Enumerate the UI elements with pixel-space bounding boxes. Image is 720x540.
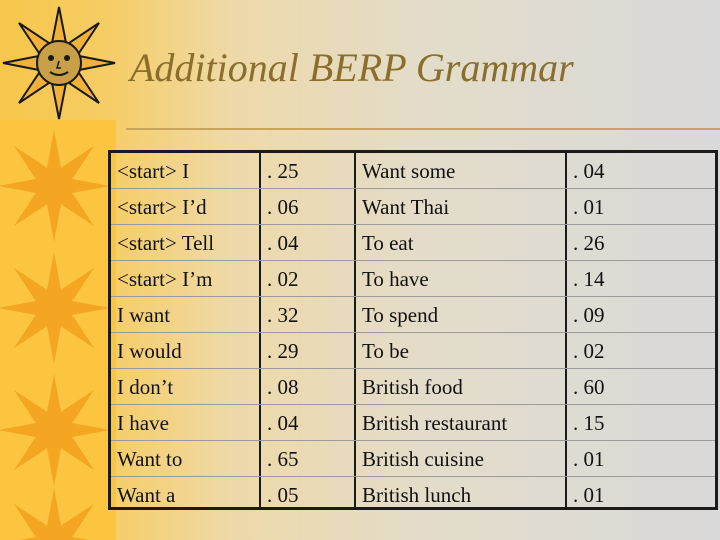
phrase-cell: British restaurant xyxy=(362,411,508,435)
probability-cell: . 25 xyxy=(267,159,299,183)
phrase-cell: To have xyxy=(362,267,429,291)
bigram-table xyxy=(108,150,718,510)
probability-cell: . 01 xyxy=(573,483,605,507)
probability-cell: . 15 xyxy=(573,411,605,435)
slide-title: Additional BERP Grammar xyxy=(130,45,574,90)
probability-cell: . 04 xyxy=(573,159,605,183)
phrase-cell: To be xyxy=(362,339,409,363)
phrase-cell: British lunch xyxy=(362,483,472,507)
probability-cell: . 04 xyxy=(267,411,299,435)
probability-cell: . 01 xyxy=(573,447,605,471)
phrase-cell: I want xyxy=(117,303,171,327)
phrase-cell: Want to xyxy=(117,447,183,471)
title-divider xyxy=(126,128,720,130)
probability-cell: . 26 xyxy=(573,231,605,255)
probability-cell: . 05 xyxy=(267,483,299,507)
phrase-cell: To eat xyxy=(362,231,414,255)
probability-cell: . 29 xyxy=(267,339,299,363)
probability-cell: . 65 xyxy=(267,447,299,471)
probability-cell: . 01 xyxy=(573,195,605,219)
row-divider xyxy=(111,332,715,333)
column-divider xyxy=(259,153,261,507)
phrase-cell: I would xyxy=(117,339,182,363)
sun-face-icon xyxy=(0,4,118,122)
probability-cell: . 32 xyxy=(267,303,299,327)
phrase-cell: <start> Tell xyxy=(117,231,215,255)
phrase-cell: <start> I xyxy=(117,159,190,183)
probability-cell: . 14 xyxy=(573,267,605,291)
phrase-cell: British cuisine xyxy=(362,447,484,471)
probability-cell: . 02 xyxy=(573,339,605,363)
sun-icon xyxy=(0,250,116,366)
phrase-cell: Want Thai xyxy=(362,195,450,219)
phrase-cell: British food xyxy=(362,375,463,399)
probability-cell: . 02 xyxy=(267,267,299,291)
column-divider xyxy=(354,153,356,507)
sun-icon xyxy=(0,372,116,488)
probability-cell: . 09 xyxy=(573,303,605,327)
phrase-cell: Want a xyxy=(117,483,176,507)
phrase-cell: <start> I’d xyxy=(117,195,207,219)
probability-cell: . 06 xyxy=(267,195,299,219)
phrase-cell: <start> I’m xyxy=(117,267,213,291)
column-divider xyxy=(565,153,567,507)
probability-cell: . 08 xyxy=(267,375,299,399)
sun-icon xyxy=(0,128,116,244)
sun-icon xyxy=(0,486,116,540)
probability-cell: . 04 xyxy=(267,231,299,255)
phrase-cell: I don’t xyxy=(117,375,174,399)
probability-cell: . 60 xyxy=(573,375,605,399)
phrase-cell: I have xyxy=(117,411,169,435)
phrase-cell: To spend xyxy=(362,303,439,327)
phrase-cell: Want some xyxy=(362,159,456,183)
